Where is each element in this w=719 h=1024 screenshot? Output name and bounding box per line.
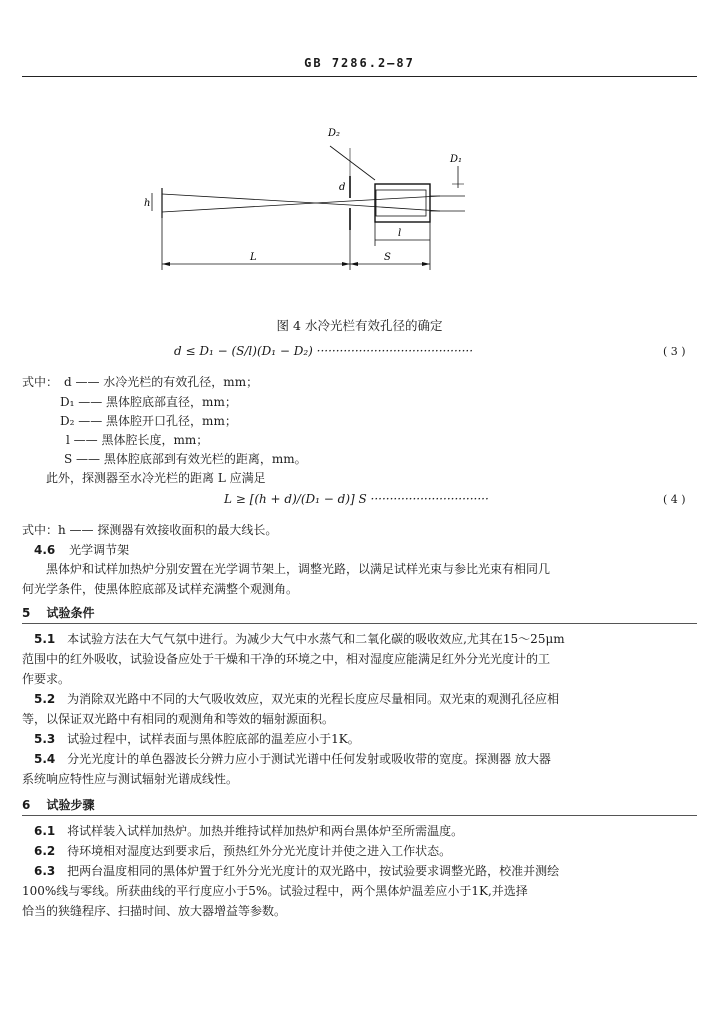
header-rule	[22, 76, 697, 77]
clause-6-2	[34, 842, 451, 859]
clause-5-1	[34, 630, 565, 647]
clause-5-4	[34, 750, 551, 767]
beam-upper	[162, 194, 350, 205]
section-5-heading	[22, 604, 95, 621]
paragraph-line: 100%线与零线。所获曲线的平行度应小于5%。试验过程中，两个黑体炉温差应小于1K,并选择	[22, 884, 528, 898]
def-item: d —— 水冷光栏的有效孔径，mm；	[64, 375, 259, 389]
page-header: GB 7286.2—87	[304, 56, 415, 70]
paragraph-line: 恰当的狭缝程序、扫描时间、放大器增益等参数。	[22, 904, 287, 918]
clause-5-3	[34, 730, 360, 747]
clause-number: 5.2	[34, 692, 56, 706]
defs-intro: 式中：	[22, 375, 59, 389]
clause-number: 6.1	[34, 824, 56, 838]
beam-lower	[162, 201, 350, 212]
clause-text: 将试样装入试样加热炉。加热并维持试样加热炉和两台黑体炉至所需温度。	[67, 824, 464, 838]
clause-text: 分光光度计的单色器波长分辨力应小于测试光谱中任何发射或吸收带的宽度。探测器 放大器	[67, 752, 551, 766]
section-title: 光学调节架	[69, 543, 130, 557]
figure-4-diagram	[140, 118, 480, 276]
section-title: 试验步骤	[46, 798, 95, 812]
clause-number: 5.1	[34, 632, 56, 646]
clause-text: 把两台温度相同的黑体炉置于红外分光光度计的双光路中，按试验要求调整光路，校准并测绘	[67, 864, 560, 878]
clause-number: 6.3	[34, 864, 56, 878]
section-number: 5	[22, 606, 31, 620]
clause-text: 本试验方法在大气气氛中进行。为减少大气中水蒸气和二氧化碳的吸收效应,尤其在15～25μm	[67, 632, 565, 646]
clause-text: 待环境相对湿度达到要求后，预热红外分光光度计并使之进入工作状态。	[67, 844, 452, 858]
section-number: 6	[22, 798, 31, 812]
label-S: S	[384, 252, 391, 263]
section-rule	[22, 623, 697, 624]
clause-6-1	[34, 822, 463, 839]
label-d2: D₂	[328, 128, 341, 139]
def-item: D₂ —— 黑体腔开口孔径，mm；	[60, 414, 237, 428]
label-d1: D₁	[450, 154, 463, 165]
def-item: D₁ —— 黑体腔底部直径，mm；	[60, 395, 237, 409]
equation-4: L ≥ [(h + d)/(D₁ − d)] S ·······························	[224, 492, 489, 506]
label-l: l	[398, 228, 402, 239]
section-rule	[22, 815, 697, 816]
equation-3: d ≤ D₁ − (S/l)(D₁ − D₂) ·········································	[174, 344, 474, 358]
defs-note: 此外，探测器至水冷光栏的距离 L 应满足	[46, 471, 266, 485]
def-item: S —— 黑体腔底部到有效光栏的距离，mm。	[64, 452, 307, 466]
section-number: 4.6	[34, 543, 56, 557]
paragraph-line: 作要求。	[22, 672, 71, 686]
label-d: d	[339, 182, 346, 193]
paragraph-line: 黑体炉和试样加热炉分别安置在光学调节架上，调整光路，以满足试样光束与参比光束有相同几	[46, 562, 551, 576]
clause-text: 试验过程中，试样表面与黑体腔底部的温差应小于1K。	[67, 732, 360, 746]
label-L: L	[250, 252, 257, 263]
section-6-heading	[22, 796, 95, 813]
section-title: 试验条件	[46, 606, 95, 620]
clause-6-3	[34, 862, 559, 879]
figure-caption: 图 4 水冷光栏有效孔径的确定	[276, 318, 443, 333]
clause-number: 5.4	[34, 752, 56, 766]
equation-3-number: ( 3 )	[663, 345, 686, 358]
clause-number: 6.2	[34, 844, 56, 858]
label-h: h	[144, 198, 151, 209]
clause-5-2	[34, 690, 559, 707]
section-4-6-heading	[34, 541, 129, 558]
paragraph-line: 等，以保证双光路中有相同的观测角和等效的辐射源面积。	[22, 712, 335, 726]
paragraph-line: 范围中的红外吸收，试验设备应处于干燥和干净的环境之中，相对湿度应能满足红外分光光度计的工	[22, 652, 551, 666]
paragraph-line: 何光学条件，使黑体腔底部及试样充满整个观测角。	[22, 582, 299, 596]
clause-number: 5.3	[34, 732, 56, 746]
diagram-svg	[140, 118, 480, 276]
paragraph-line: 系统响应特性应与测试辐射光谱成线性。	[22, 772, 239, 786]
clause-text: 为消除双光路中不同的大气吸收效应，双光束的光程长度应尽量相同。双光束的观测孔径应相	[67, 692, 560, 706]
def-item: l —— 黑体腔长度，mm；	[66, 433, 209, 447]
def-h: 式中：h —— 探测器有效接收面积的最大线长。	[22, 523, 278, 537]
equation-4-number: ( 4 )	[663, 493, 686, 506]
